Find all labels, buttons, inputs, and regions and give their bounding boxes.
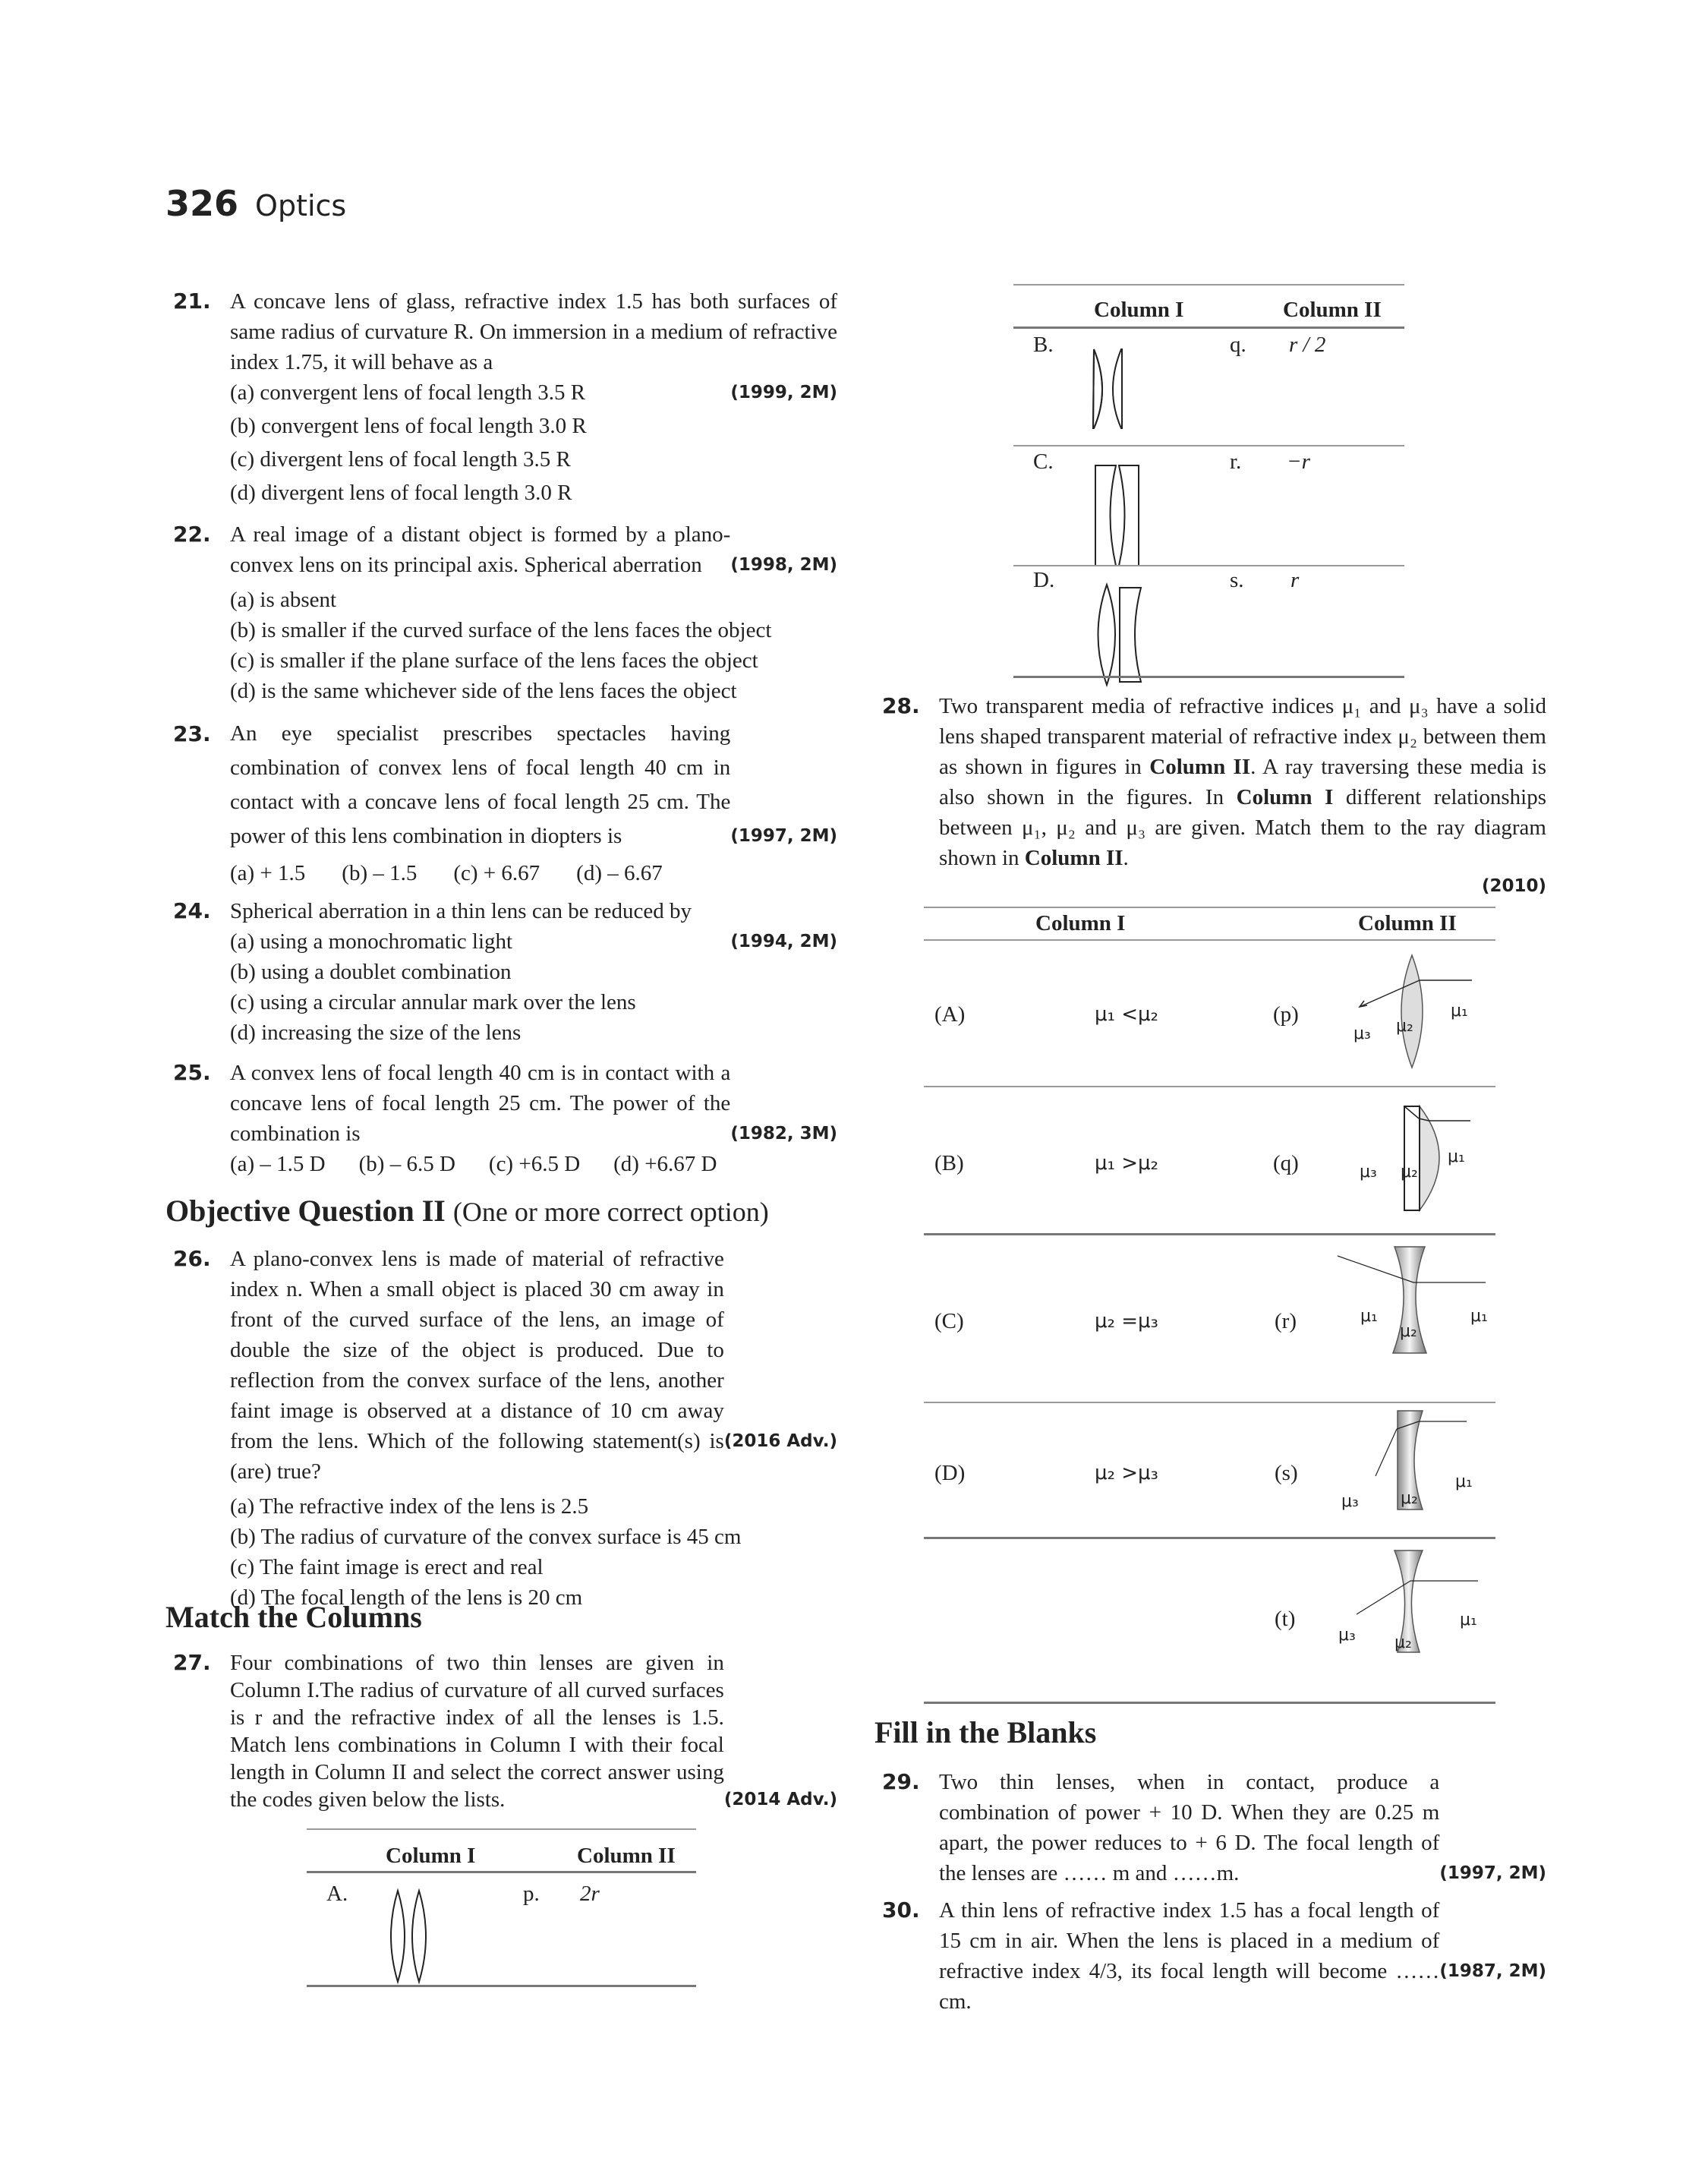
question-27 [173,1649,837,1813]
question-number: 28. [882,693,920,718]
row-value: r / 2 [1289,333,1326,357]
option-c: (c) divergent lens of focal length 3.5 R [230,447,571,472]
option-a: (1999, 2M) (a) convergent lens of focal length 3.5 R [230,377,837,408]
question-22 [173,519,837,706]
option-a: (a) is absent [230,588,337,612]
mu3-label: μ₃ [1341,1492,1359,1511]
options [230,1149,837,1179]
year-tag: (2016 Adv.) [723,1431,837,1451]
column-header: Column I [1035,911,1126,935]
option-b: (b) is smaller if the curved surface of the lens faces the object [230,618,772,642]
convex-concave-lens-pair-icon [1089,582,1150,696]
mu1-label: μ₁ [1360,1307,1378,1326]
option-b: (b) The radius of curvature of the convex surface is 45 cm [230,1525,742,1549]
question-text: (2014 Adv.) Four combinations of two thin lenses are given in Column I.The radius of curvature of all curved surfaces is r and the refractive index of all the lenses is 1.5. Match lens combinations in Column I with their focal length in Column II and select the correct answer using the codes given below the lists. [230,1651,837,1812]
row-code: (t) [1275,1607,1296,1631]
option-c: (c) using a circular annular mark over the lens [230,990,636,1014]
option-b: (b) – 6.5 D [358,1152,455,1176]
mu2-label: μ₂ [1401,1162,1418,1181]
year-tag: (1982, 3M) [730,1124,837,1144]
mu2-label: μ₂ [1401,1489,1418,1508]
question-number: 29. [882,1769,920,1794]
year-tag: (1997, 2M) [1439,1863,1546,1883]
question-text: (1987, 2M) A thin lens of refractive index 1.5 has a focal length of 15 cm in air. When the lens is placed in a medium of refractive index 4/3, its focal length will become …… cm. [939,1898,1546,2014]
row-label: (C) [934,1309,964,1333]
row-code: p. [523,1882,540,1906]
mu3-label: μ₃ [1338,1626,1356,1645]
ray-diagram-p [1334,952,1493,1081]
option-c: (c) is smaller if the plane surface of the lens faces the object [230,648,758,673]
mu3-label: μ₃ [1360,1162,1377,1181]
row-label: (D) [934,1461,966,1485]
option-d: (d) increasing the size of the lens [230,1021,522,1045]
year-tag: (2014 Adv.) [723,1790,837,1809]
question-number: 22. [173,522,211,547]
question-30 [882,1895,1546,2017]
option-a: (a) + 1.5 [230,861,306,885]
section-heading-objective: Objective Question II (One or more correct option) [165,1194,769,1228]
mu1-label: μ₁ [1470,1307,1488,1326]
option-d: (d) – 6.67 [576,861,663,885]
question-text: Two transparent media of refractive indices μ₁ and μ₃ have a solid lens shaped transparent material of refractive index μ₂ between them as shown in figures in Column II. A ray traversing these media is also shown in the figures. In Column I different relationships between μ₁, μ₂ and μ₃ are given. Match them to the ray diagram shown in Column II. [939,694,1546,870]
question-text: (1998, 2M) A real image of a distant object is formed by a plano-convex lens on its principal axis. Spherical aberration [230,519,837,580]
biconcave-lens-pair-icon [1089,345,1135,436]
year-tag: (1998, 2M) [730,555,837,575]
row-code: (r) [1275,1309,1297,1333]
year-tag: (1994, 2M) [730,932,837,951]
row-value: 2r [580,1882,600,1906]
question-number: 26. [173,1246,211,1271]
row-code: q. [1230,333,1246,357]
mu3-label: μ₃ [1353,1024,1371,1043]
question-number: 23. [173,721,211,746]
option-d: (d) The focal length of the lens is 20 cm [230,1585,583,1610]
mu1-label: μ₁ [1448,1147,1465,1166]
question-text: (2016 Adv.) A plano-convex lens is made of material of refractive index n. When a small object is placed 30 cm away in front of the curved surface of the lens, an image of double the size of the object is produced. Due to reflection from the convex surface of the lens, another faint image is observed at a distance of 10 cm away from the lens. Which of the following statement(s) is (are) true? [230,1247,837,1484]
question-number: 21. [173,289,211,314]
row-value: −r [1287,450,1310,474]
question-number: 25. [173,1060,211,1085]
option-a: (a) The refractive index of the lens is 2.5 [230,1494,589,1519]
mu1-label: μ₁ [1455,1472,1473,1491]
option-a: (1994, 2M) (a) using a monochromatic light [230,926,837,957]
question-number: 30. [882,1898,920,1923]
mu2-label: μ₂ [1396,1017,1413,1036]
mu2-label: μ₂ [1400,1322,1417,1341]
mu1-label: μ₁ [1451,1002,1468,1021]
question-26 [173,1244,837,1613]
row-label: C. [1033,450,1054,474]
match-table-27-part1 [307,1828,696,1989]
question-25 [173,1058,837,1179]
column-header: Column II [577,1844,676,1868]
question-text: (1997, 2M) Two thin lenses, when in contact, produce a combination of power + 10 D. When they are 0.25 m apart, the power reduces to + 6 D. The focal length of the lenses are …… m and ……m. [939,1767,1546,1888]
row-label: A. [326,1882,348,1906]
mu2-label: μ₂ [1394,1633,1412,1652]
page-number: 326 [165,183,239,224]
row-value: r [1290,568,1300,592]
chapter-title: Optics [255,189,347,222]
column-header: Column I [386,1844,476,1868]
row-relation: μ₂ =μ₃ [1095,1310,1158,1333]
row-code: (p) [1273,1002,1299,1027]
options [230,856,837,891]
year-tag: (2010) [1481,876,1546,896]
row-label: (B) [934,1151,964,1175]
year-tag: (1999, 2M) [730,383,837,402]
option-c: (c) + 6.67 [453,861,540,885]
option-b: (b) – 1.5 [342,861,418,885]
section-heading-fill: Fill in the Blanks [874,1715,1097,1749]
column-header: Column II [1358,911,1457,935]
row-code: s. [1230,568,1244,592]
option-b: (b) using a doublet combination [230,960,512,984]
row-label: D. [1033,568,1055,592]
option-c: (c) The faint image is erect and real [230,1555,544,1579]
match-table-28 [924,907,1495,1704]
question-number: 27. [173,1650,211,1675]
option-d: (d) divergent lens of focal length 3.0 R [230,481,572,505]
option-a: (a) – 1.5 D [230,1152,326,1176]
biconvex-lens-pair-icon [383,1888,443,1985]
question-text: (1997, 2M) An eye specialist prescribes spectacles having combination of convex lens of focal length 40 cm in contact with a concave lens of focal length 25 cm. The power of this lens combination in diopters is [230,717,837,853]
row-code: (q) [1273,1151,1299,1175]
year-tag: (1997, 2M) [730,826,837,846]
question-23 [173,717,837,891]
year-tag: (1987, 2M) [1439,1961,1546,1981]
column-header: Column I [1094,298,1184,322]
row-relation: μ₁ <μ₂ [1095,1003,1158,1026]
question-text: (1982, 3M) A convex lens of focal length 40 cm is in contact with a concave lens of focal length 25 cm. The power of the combination is [230,1058,837,1149]
option-d: (d) is the same whichever side of the lens faces the object [230,679,737,703]
question-21 [173,286,837,508]
match-table-27-part2 [1013,284,1404,679]
question-29 [882,1767,1546,1888]
row-relation: μ₁ >μ₂ [1095,1152,1158,1175]
row-label: (A) [934,1002,966,1027]
question-text: Spherical aberration in a thin lens can be reduced by [230,899,692,923]
row-code: (s) [1275,1461,1298,1485]
row-code: r. [1230,450,1242,474]
section-heading-match: Match the Columns [165,1600,422,1634]
row-relation: μ₂ >μ₃ [1095,1462,1158,1484]
option-c: (c) +6.5 D [488,1152,581,1176]
option-b: (b) convergent lens of focal length 3.0 R [230,414,587,438]
row-label: B. [1033,333,1054,357]
page-header [165,183,347,224]
concavo-convex-lens-pair-icon [1089,462,1150,576]
mu1-label: μ₁ [1460,1610,1477,1629]
question-text: A concave lens of glass, refractive index 1.5 has both surfaces of same radius of curvature R. On immersion in a medium of refractive index 1.75, it will behave as a [230,289,837,374]
column-header: Column II [1283,298,1382,322]
question-24 [173,896,837,1048]
question-number: 24. [173,898,211,923]
option-d: (d) +6.67 D [613,1152,717,1176]
question-28 [882,691,1546,897]
